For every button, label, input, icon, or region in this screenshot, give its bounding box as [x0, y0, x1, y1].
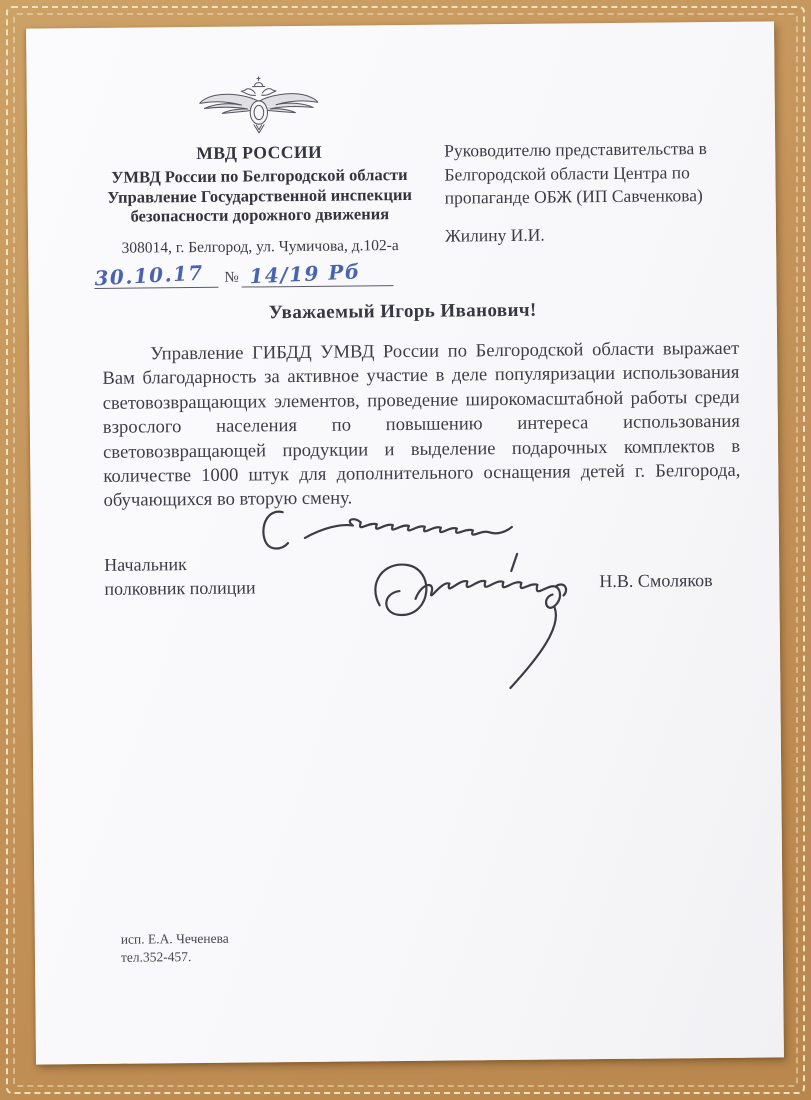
signer-name: Н.В. Смоляков: [599, 570, 713, 592]
number-underline: [242, 258, 394, 288]
recipient-name: Жилину И.И.: [444, 224, 545, 246]
executor-name: исп. Е.А. Чеченева: [120, 930, 229, 947]
mvd-eagle-emblem-icon: [197, 74, 320, 137]
letter-paper: [26, 21, 784, 1064]
org-name-line3: Управление Государственной инспекции: [107, 184, 413, 207]
signer-position-line2: полковник полиции: [104, 577, 256, 599]
recipient-line: пропаганде ОБЖ (ИП Савченкова): [444, 185, 703, 208]
recipient-block: [444, 137, 745, 248]
signer-position-line1: Начальник: [104, 554, 187, 575]
org-name-main: МВД РОССИИ: [196, 141, 323, 163]
date-underline: [94, 262, 218, 288]
org-address: 308014, г. Белгород, ул. Чумичова, д.102-а: [121, 236, 399, 257]
number-sign: №: [224, 269, 239, 286]
recipient-line: Руководителю представительства в: [444, 138, 707, 161]
salutation: Уважаемый Игорь Иванович!: [268, 299, 537, 324]
handwritten-number: 14/19 Рб: [249, 258, 362, 288]
org-name-line2: УМВД России по Белгородской области: [111, 164, 408, 187]
signature-scrawl: [359, 529, 611, 691]
letter-body-paragraph: Управление ГИБДД УМВД России по Белгородской области выражает Вам благодарность за активное участие в деле популяризации использования световозвращающих элементов, проведение широкомасштабной работы среди взрослого населения по повышению интереса использования световозвращающей продукции и выделение подарочных комплектов в количестве 1000 штук для дополнительного оснащения детей г. Белгорода, обучающихся во вторую смену.: [102, 337, 741, 512]
handwritten-date: 30.10.17: [93, 260, 205, 290]
recipient-line: Белгородской области Центра по: [444, 161, 690, 185]
org-name-line4: безопасности дорожного движения: [130, 204, 390, 226]
executor-phone: тел.352-457.: [120, 948, 192, 965]
letterhead: [91, 73, 429, 294]
executor-block: [121, 930, 229, 966]
date-number-line: [92, 260, 428, 293]
